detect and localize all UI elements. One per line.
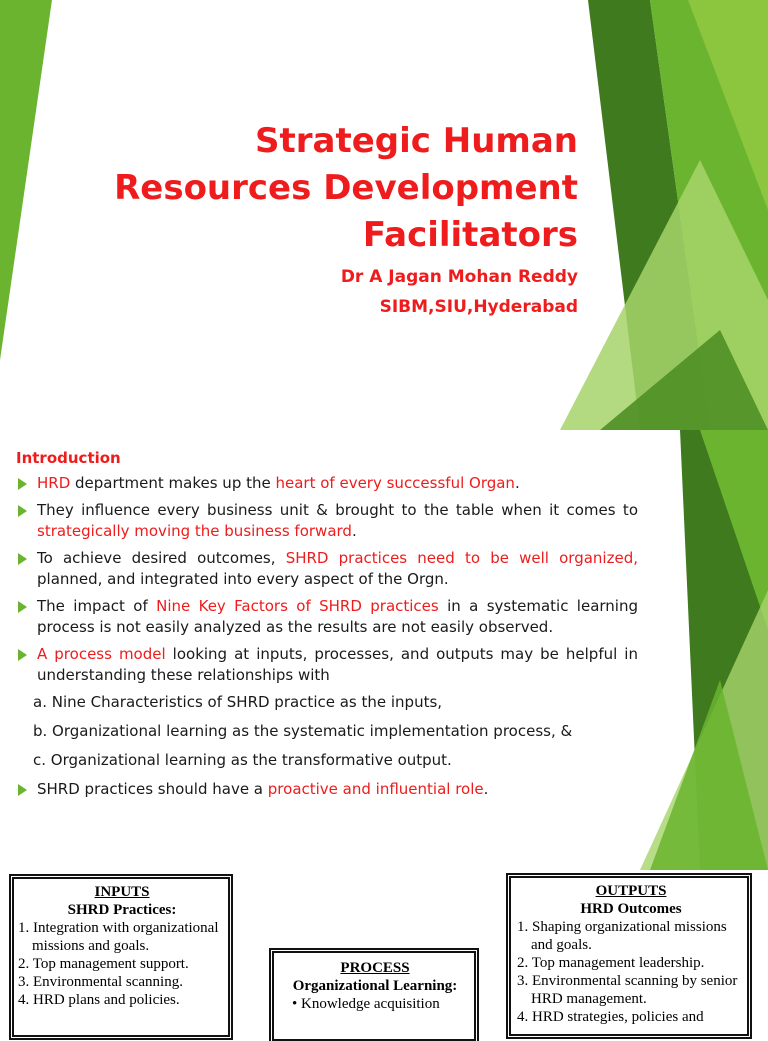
outputs-item: 1. Shaping organizational missions and goals. <box>517 919 727 953</box>
outputs-subtitle: HRD Outcomes <box>580 901 682 917</box>
section-heading: Introduction <box>16 449 121 467</box>
bullet-item <box>16 596 638 638</box>
process-item: • Knowledge acquisition <box>292 996 440 1012</box>
process-title: PROCESS <box>340 960 410 976</box>
sub-item: b. Organizational learning as the systematic implementation process, & <box>33 722 573 740</box>
title-slide <box>0 0 768 430</box>
sub-item: c. Organizational learning as the transformative output. <box>33 751 452 769</box>
body-text: in a systematic learning process is not easily analyzed as the results are not easily observed. <box>37 597 639 636</box>
body-text: They influence every business unit & brought to the table when it comes to <box>37 501 638 519</box>
highlight-text: A process model <box>37 645 166 663</box>
bullet-item <box>16 473 638 494</box>
author-affiliation: SIBM,SIU,Hyderabad <box>379 297 578 317</box>
inputs-subtitle: SHRD Practices: <box>67 902 177 918</box>
title-line: Facilitators <box>362 215 578 255</box>
bullet-triangle-icon <box>18 553 27 565</box>
highlight-text: heart of every successful Organ <box>275 474 515 492</box>
outputs-box <box>509 876 749 1036</box>
body-text: department makes up the <box>70 474 276 492</box>
bullet-triangle-icon <box>18 505 27 517</box>
highlight-text: proactive and influential role <box>267 780 484 798</box>
bullet-item <box>16 644 638 686</box>
inputs-item: 2. Top management support. <box>18 956 189 972</box>
body-text: planned, and integrated into every aspect of the Orgn. <box>37 570 449 588</box>
body-text: . <box>483 780 489 798</box>
bullet-triangle-icon <box>18 649 27 661</box>
bullet-triangle-icon <box>18 478 27 490</box>
title-line: Resources Development <box>114 168 578 208</box>
bullet-item <box>16 779 638 800</box>
bullet-item <box>16 548 638 590</box>
title-line: Strategic Human <box>255 121 578 161</box>
outputs-title: OUTPUTS <box>595 883 667 899</box>
body-text: To achieve desired outcomes, <box>37 549 286 567</box>
bullet-triangle-icon <box>18 601 27 613</box>
body-text: SHRD practices should have a <box>37 780 268 798</box>
slide-content <box>16 448 638 806</box>
inputs-item: 3. Environmental scanning. <box>18 974 183 990</box>
process-box <box>272 951 476 1041</box>
highlight-text: strategically moving the business forward <box>37 522 352 540</box>
body-text: . <box>514 474 520 492</box>
inputs-item: 4. HRD plans and policies. <box>18 992 180 1008</box>
inputs-item: 1. Integration with organizational missions and goals. <box>18 920 219 954</box>
body-text: looking at inputs, processes, and outputs may be helpful in understanding these relationships with <box>37 645 638 684</box>
highlight-text: Nine Key Factors of SHRD practices <box>156 597 439 615</box>
sub-item: a. Nine Characteristics of SHRD practice as the inputs, <box>33 693 443 711</box>
inputs-box <box>12 877 230 1037</box>
body-text: The impact of <box>37 597 157 615</box>
slide-title <box>58 118 578 259</box>
highlight-text: HRD <box>37 474 71 492</box>
body-text: . <box>351 522 357 540</box>
outputs-item: 2. Top management leadership. <box>517 955 705 971</box>
outputs-item: 4. HRD strategies, policies and <box>517 1009 704 1025</box>
highlight-text: SHRD practices need to be well organized, <box>285 549 638 567</box>
process-subtitle: Organizational Learning: <box>292 978 458 994</box>
inputs-title: INPUTS <box>94 884 150 900</box>
author-name: Dr A Jagan Mohan Reddy <box>340 267 578 287</box>
bullet-item <box>16 500 638 542</box>
bullet-triangle-icon <box>18 784 27 796</box>
outputs-item: 3. Environmental scanning by senior HRD management. <box>517 973 738 1007</box>
author-block <box>78 262 578 322</box>
left-green-strip <box>0 0 52 360</box>
